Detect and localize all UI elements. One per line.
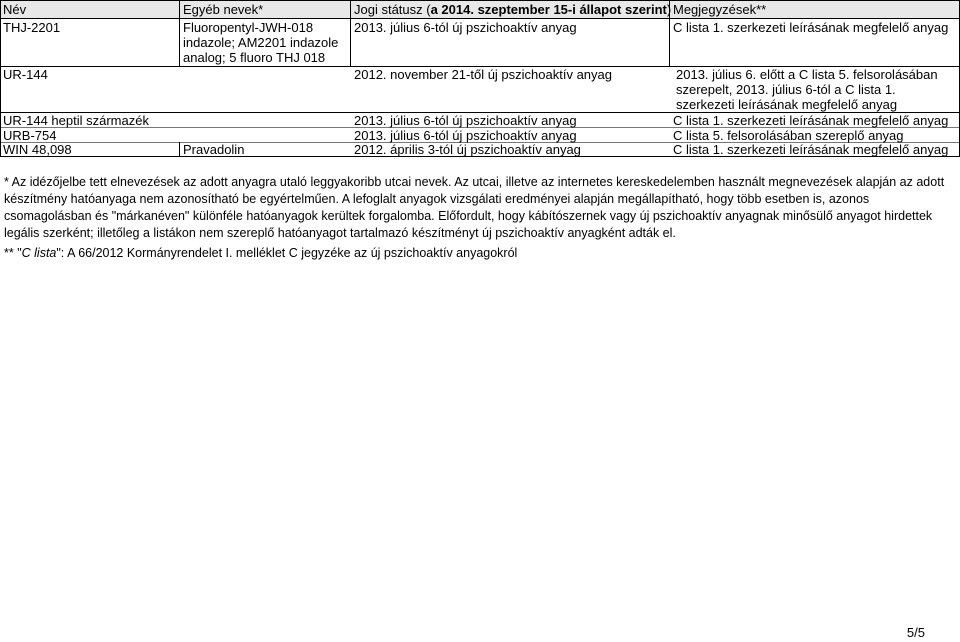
row-1-other-names: Fluoropentyl-JWH-018 indazole; AM2201 indazole analog; 5 fluoro THJ 018 [183,20,339,65]
row-5-notes: C lista 1. szerkezeti leírásának megfelelő anyag [673,142,949,157]
row-2-legal-status: 2012. november 21-től új pszichoaktív anyag [354,67,612,82]
row-5-legal-status: 2012. április 3-tól új pszichoaktív anyag [354,142,581,157]
header-legal-suffix: ) [666,2,672,17]
row-1-legal-status: 2013. július 6-tól új pszichoaktív anyag [354,20,577,35]
row-4-name: URB-754 [3,128,57,143]
row-4-notes: C lista 5. felsorolásában szereplő anyag [673,128,904,143]
row-4-legal-status: 2013. július 6-tól új pszichoaktív anyag [354,128,577,143]
footnote-c-list-text: ": A 66/2012 Kormányrendelet I. melléklet C jegyzéke az új pszichoaktív anyagokról [56,246,518,260]
row-1-name: THJ-2201 [3,20,61,35]
header-legal-bold: a 2014. szeptember 15-i állapot szerint [430,2,667,17]
footnote-c-list [4,245,950,262]
header-notes: Megjegyzések** [673,2,767,17]
footnote-c-list-prefix: ** " [4,246,22,260]
header-other-names: Egyéb nevek* [183,2,264,17]
footnote-c-list-italic: C lista [21,246,57,260]
footnote-street-names: * Az idézőjelbe tett elnevezések az adott anyagra utaló leggyakoribb utcai nevek. Az utcai, illetve az internetes kereskedelemben használt megnevezések alapján az adott készítmény hatóanyaga nem azonosítható be egyértelműen. A lefoglalt anyagok vizsgálati eredményei alapján megállapítható, hogy több esetben is, azonos csomagolásban és "márkanéven" különféle hatóanyagok kerültek forgalomba. Előfordult, hogy kábítószernek vagy új pszichoaktív anyagnak minősülő anyagot hirdettek legális szerként; illetőleg a listákon nem szereplő hatóanyagot tartalmazó készítményt új pszichoaktív anyagként adták el. [4,175,945,240]
row-3-legal-status: 2013. július 6-tól új pszichoaktív anyag [354,113,577,128]
header-name: Név [3,2,27,17]
page-number: 5/5 [906,625,925,640]
header-legal-status [354,2,671,17]
row-5-other-names: Pravadolin [183,142,245,157]
row-3-name: UR-144 heptil származék [3,113,149,128]
row-3-notes: C lista 1. szerkezeti leírásának megfelelő anyag [673,113,949,128]
header-legal-prefix: Jogi státusz ( [354,2,431,17]
row-2-name: UR-144 [3,67,48,82]
row-1-notes: C lista 1. szerkezeti leírásának megfelelő anyag [673,20,949,35]
row-2-notes: 2013. július 6. előtt a C lista 5. felsorolásában szerepelt, 2013. július 6-tól a C lista 1. szerkezeti leírásának megfelelő anyag [676,67,938,112]
row-5-name: WIN 48,098 [3,142,72,157]
